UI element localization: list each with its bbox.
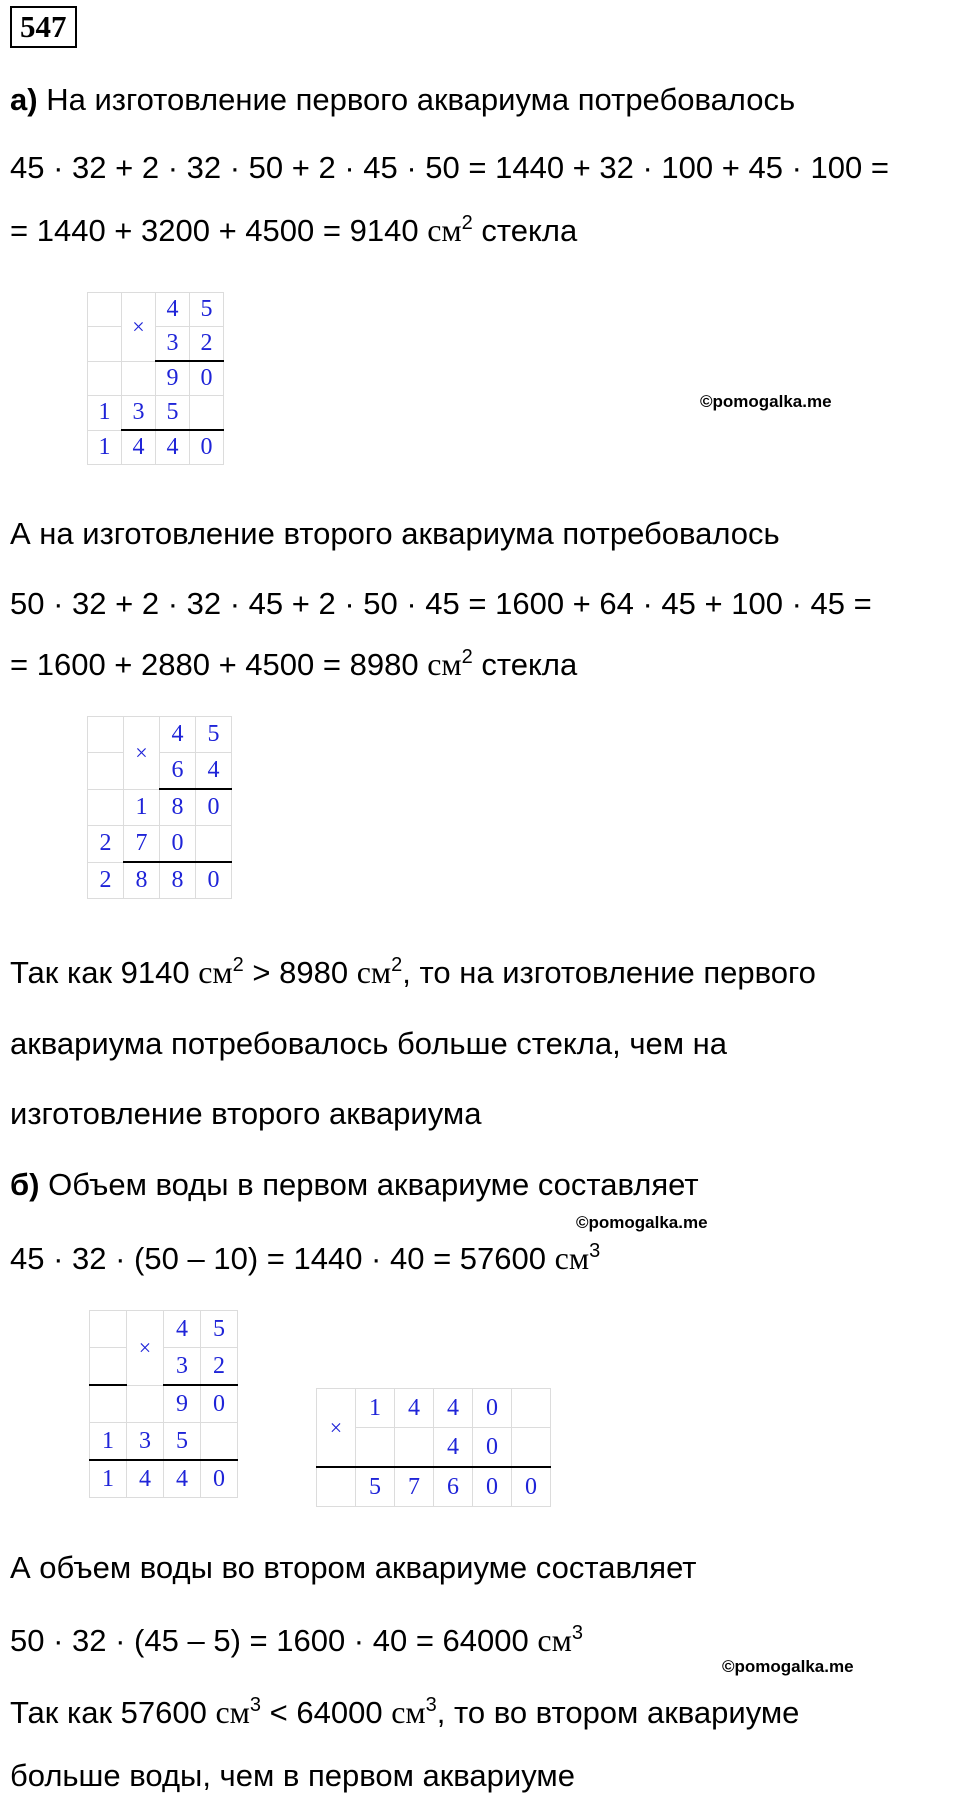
part-b-comparison [10, 1692, 799, 1733]
part-a-equation-1: 45 · 32 + 2 · 32 · 50 + 2 · 45 · 50 = 1440 + 32 · 100 + 45 · 100 = [10, 150, 889, 185]
column-multiplication-1 [87, 292, 224, 465]
grid-cell [90, 1348, 127, 1386]
part-a-conclusion-2: аквариума потребовалось больше стекла, чем на [10, 1026, 728, 1061]
part-a-equation-4 [10, 644, 577, 685]
grid-cell [512, 1389, 551, 1428]
exponent: 3 [249, 1694, 262, 1716]
grid-cell: 3 [122, 396, 156, 431]
grid-cell [88, 753, 124, 790]
grid-cell [88, 293, 122, 327]
exponent: 3 [589, 1240, 601, 1262]
grid-cell: 0 [201, 1460, 238, 1498]
grid-cell: 5 [164, 1423, 201, 1461]
part-b-equation-2-text: 50 · 32 · (45 – 5) = 1600 · 40 = 64000 [10, 1623, 529, 1658]
grid-cell: 5 [190, 293, 224, 327]
problem-number: 547 [10, 6, 77, 48]
grid-cell [88, 789, 124, 826]
grid-cell: 8 [124, 862, 160, 899]
grid-cell [90, 1385, 127, 1423]
grid-cell: 9 [156, 361, 190, 396]
grid-cell: 8 [160, 862, 196, 899]
grid-cell [395, 1428, 434, 1468]
grid-cell [196, 826, 232, 863]
grid-row [317, 1389, 551, 1428]
column-multiplication-3 [89, 1310, 238, 1498]
grid-cell: 3 [127, 1423, 164, 1461]
grid-row [88, 361, 224, 396]
exponent: 2 [391, 954, 403, 976]
compare-pre: Так как 57600 [10, 1695, 207, 1730]
grid-cell: 1 [88, 396, 122, 431]
grid-cell: 4 [122, 430, 156, 465]
grid-cell: 4 [164, 1460, 201, 1498]
grid-row [88, 293, 224, 327]
grid-cell [190, 396, 224, 431]
part-b-label: б) [10, 1167, 40, 1202]
grid-cell [201, 1423, 238, 1461]
grid-cell: 2 [201, 1348, 238, 1386]
grid-cell: 5 [201, 1311, 238, 1348]
grid-cell: 0 [190, 430, 224, 465]
grid-cell: 9 [164, 1385, 201, 1423]
grid-cell: 0 [512, 1467, 551, 1507]
part-a-equation-3: 50 · 32 + 2 · 32 · 45 + 2 · 50 · 45 = 1600 + 64 · 45 + 100 · 45 = [10, 586, 872, 621]
grid-cell: 5 [356, 1467, 395, 1507]
exponent: 3 [571, 1622, 583, 1644]
exponent: 3 [425, 1694, 437, 1716]
grid-cell: 0 [201, 1385, 238, 1423]
grid-cell: 2 [88, 862, 124, 899]
grid-cell: 0 [190, 361, 224, 396]
unit: см [215, 1694, 250, 1730]
part-b-conclusion-2: больше воды, чем в первом аквариуме [10, 1758, 575, 1793]
part-b-intro [10, 1165, 699, 1205]
compare-mid: > 8980 [243, 955, 349, 990]
part-a-conclusion-3: изготовление второго аквариума [10, 1096, 482, 1131]
unit: см [427, 212, 462, 248]
grid-row [90, 1460, 238, 1498]
compare-post: , то на изготовление первого [402, 955, 816, 990]
multiply-sign: × [127, 1311, 164, 1386]
grid-row [88, 862, 232, 899]
grid-cell: 4 [160, 717, 196, 753]
grid-cell: 1 [90, 1460, 127, 1498]
grid-cell: 1 [124, 789, 160, 826]
grid-cell: 2 [88, 826, 124, 863]
part-b-equation-1-text: 45 · 32 · (50 – 10) = 1440 · 40 = 57600 [10, 1241, 546, 1276]
watermark: ©pomogalka.me [576, 1213, 708, 1232]
part-b-equation-2 [10, 1620, 583, 1661]
suffix: стекла [481, 213, 578, 248]
grid-cell [88, 361, 122, 396]
grid-cell: 1 [90, 1423, 127, 1461]
grid-cell: 4 [156, 430, 190, 465]
unit: см [198, 954, 233, 990]
grid-cell: 4 [395, 1389, 434, 1428]
part-a-comparison [10, 952, 816, 993]
grid-row [88, 717, 232, 753]
grid-cell: 4 [434, 1428, 473, 1468]
grid-cell: 7 [124, 826, 160, 863]
grid-cell: 7 [395, 1467, 434, 1507]
grid-row [88, 826, 232, 863]
exponent: 2 [461, 646, 473, 668]
suffix: стекла [481, 647, 578, 682]
part-a-label: а) [10, 82, 38, 117]
grid-cell: 0 [160, 826, 196, 863]
grid-cell: 0 [473, 1467, 512, 1507]
grid-cell: 4 [196, 753, 232, 790]
grid-cell: 5 [156, 396, 190, 431]
grid-cell: 0 [196, 862, 232, 899]
grid-cell: 3 [156, 327, 190, 362]
unit: см [391, 1694, 426, 1730]
grid-cell: 1 [88, 430, 122, 465]
grid-cell [122, 361, 156, 396]
grid-cell: 3 [164, 1348, 201, 1386]
grid-row [88, 753, 232, 790]
grid-row [90, 1423, 238, 1461]
unit: см [427, 646, 462, 682]
exponent: 2 [461, 212, 473, 234]
grid-cell: 0 [196, 789, 232, 826]
grid-cell [88, 327, 122, 362]
grid-cell: 2 [190, 327, 224, 362]
grid-row [88, 430, 224, 465]
part-a-second-intro: А на изготовление второго аквариума потребовалось [10, 516, 780, 551]
unit: см [537, 1622, 572, 1658]
grid-cell [317, 1467, 356, 1507]
grid-cell: 6 [434, 1467, 473, 1507]
compare-pre: Так как 9140 [10, 955, 190, 990]
grid-cell [88, 717, 124, 753]
grid-cell: 5 [196, 717, 232, 753]
part-b-intro-text: Объем воды в первом аквариуме составляет [48, 1167, 699, 1202]
column-multiplication-2 [87, 716, 232, 899]
part-a-intro [10, 80, 795, 120]
grid-row [90, 1311, 238, 1348]
grid-row [88, 789, 232, 826]
exponent: 2 [232, 954, 244, 976]
grid-row [317, 1467, 551, 1507]
grid-cell: 4 [127, 1460, 164, 1498]
grid-cell [90, 1311, 127, 1348]
grid-cell [356, 1428, 395, 1468]
part-b-second-intro: А объем воды во втором аквариуме составляет [10, 1550, 697, 1585]
grid-row [90, 1348, 238, 1386]
grid-cell: 1 [356, 1389, 395, 1428]
watermark: ©pomogalka.me [700, 392, 832, 411]
part-a-equation-2-text: = 1440 + 3200 + 4500 = 9140 [10, 213, 419, 248]
column-multiplication-4 [316, 1388, 551, 1507]
grid-cell [512, 1428, 551, 1468]
grid-row [88, 396, 224, 431]
compare-mid: < 64000 [261, 1695, 383, 1730]
grid-cell: 0 [473, 1389, 512, 1428]
part-a-equation-4-text: = 1600 + 2880 + 4500 = 8980 [10, 647, 419, 682]
grid-cell: 8 [160, 789, 196, 826]
unit: см [554, 1240, 590, 1276]
part-b-equation-1 [10, 1238, 600, 1279]
multiply-sign: × [317, 1389, 356, 1468]
multiply-sign: × [124, 717, 160, 790]
grid-row [90, 1385, 238, 1423]
part-a-equation-2 [10, 210, 577, 251]
grid-cell [127, 1385, 164, 1423]
compare-post: , то во втором аквариуме [436, 1695, 800, 1730]
watermark: ©pomogalka.me [722, 1657, 854, 1676]
unit: см [356, 954, 392, 990]
grid-cell: 4 [434, 1389, 473, 1428]
grid-row [88, 327, 224, 362]
grid-cell: 4 [164, 1311, 201, 1348]
grid-cell: 4 [156, 293, 190, 327]
grid-cell: 6 [160, 753, 196, 790]
multiply-sign: × [122, 293, 156, 362]
grid-cell: 0 [473, 1428, 512, 1468]
part-a-intro-text: На изготовление первого аквариума потребовалось [46, 82, 796, 117]
